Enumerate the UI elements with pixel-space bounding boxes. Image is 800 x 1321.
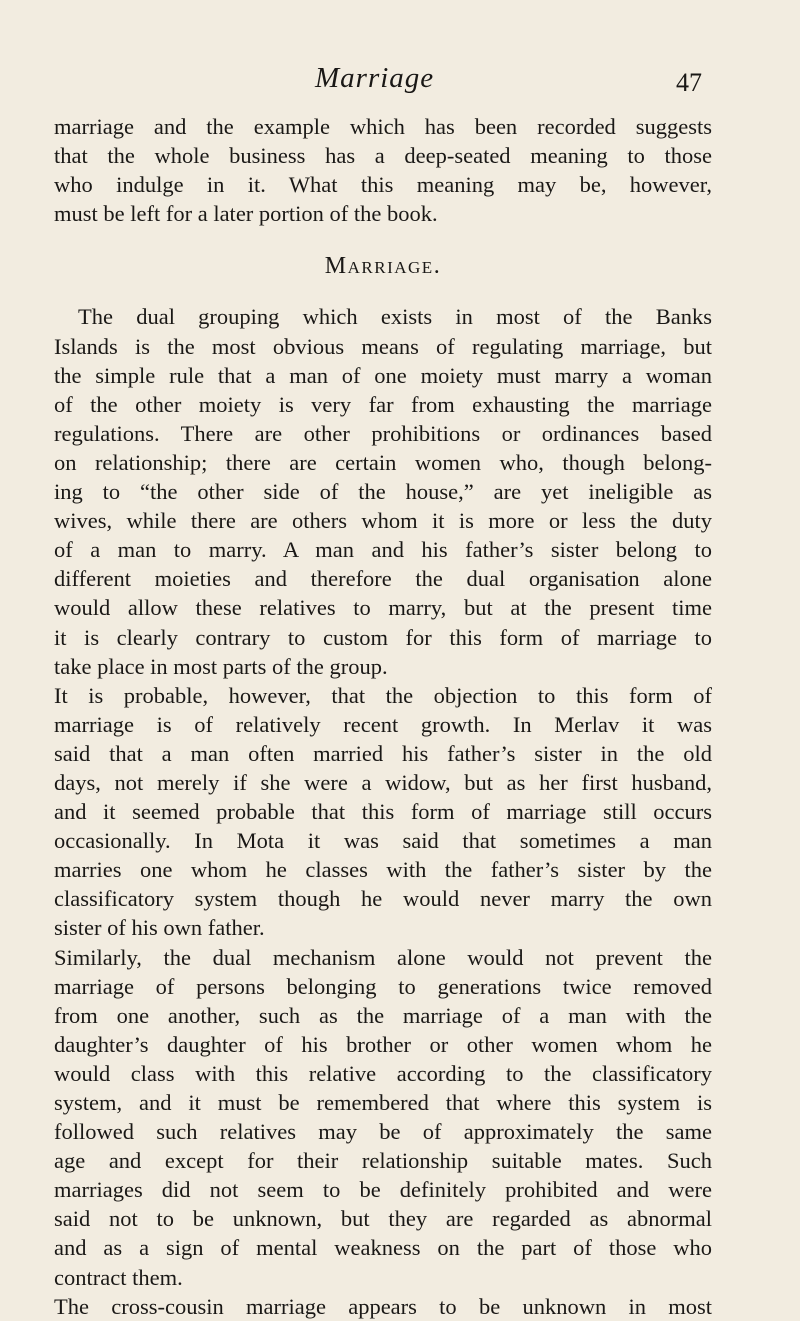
text-line: from one another, such as the marriage of a man with the	[54, 1002, 712, 1028]
text-line: that the whole business has a deep-seated meaning to those	[54, 143, 712, 169]
text-line: of a man to marry. A man and his father’s sister belong to	[54, 537, 712, 563]
text-line: who indulge in it. What this meaning may be, however,	[54, 172, 712, 198]
text-line: and it seemed probable that this form of marriage still occurs	[54, 799, 712, 825]
text-line: the simple rule that a man of one moiety must marry a woman	[54, 362, 712, 388]
text-line: days, not merely if she were a widow, but as her first husband,	[54, 769, 712, 795]
text-line: it is clearly contrary to custom for this form of marriage to	[54, 624, 712, 650]
text-line: occasionally. In Mota it was said that sometimes a man	[54, 828, 712, 854]
text-line: ing to “the other side of the house,” are yet ineligible as	[54, 479, 712, 505]
text-line: Similarly, the dual mechanism alone would not prevent the	[54, 944, 712, 970]
text-line: and as a sign of mental weakness on the part of those who	[54, 1235, 712, 1261]
text-line: It is probable, however, that the objection to this form of	[54, 682, 712, 708]
text-line: said that a man often married his father’s sister in the old	[54, 740, 712, 766]
paragraph-2	[54, 302, 712, 680]
text-line: marriage and the example which has been recorded suggests	[54, 114, 712, 139]
page-number: 47	[676, 68, 702, 97]
text-line: wives, while there are others whom it is more or less the duty	[54, 508, 712, 534]
text-line: different moieties and therefore the dual organisation alone	[54, 566, 712, 592]
text-line: on relationship; there are certain women who, though belong-	[54, 449, 712, 475]
text-line: daughter’s daughter of his brother or other women whom he	[54, 1031, 712, 1057]
text-line: would class with this relative according to the classificatory	[54, 1060, 712, 1086]
paragraph-4	[54, 943, 712, 1292]
text-line: age and except for their relationship suitable mates. Such	[54, 1148, 712, 1174]
text-line: said not to be unknown, but they are regarded as abnormal	[54, 1206, 712, 1232]
text-line: followed such relatives may be of approximately the same	[54, 1119, 712, 1145]
running-head	[0, 62, 800, 102]
text-line: marriage of persons belonging to generations twice removed	[54, 973, 712, 999]
text-line: marries one whom he classes with the father’s sister by the	[54, 857, 712, 883]
paragraph-3	[54, 681, 712, 943]
text-line: The dual grouping which exists in most of the Banks	[78, 304, 712, 330]
text-line: regulations. There are other prohibitions or ordinances based	[54, 420, 712, 446]
text-line: system, and it must be remembered that where this system is	[54, 1090, 712, 1115]
body-text	[54, 112, 712, 1321]
section-heading: Marriage.	[324, 253, 442, 280]
paragraph-5	[54, 1292, 712, 1321]
text-line: take place in most parts of the group.	[54, 653, 388, 679]
text-line: Islands is the most obvious means of regulating marriage, but	[54, 333, 712, 359]
text-line: marriages did not seem to be definitely prohibited and were	[54, 1177, 712, 1203]
text-line: sister of his own father.	[54, 915, 265, 941]
paragraph-1	[54, 112, 712, 228]
text-line: of the other moiety is very far from exhausting the marriage	[54, 391, 712, 417]
text-line: marriage is of relatively recent growth. In Merlav it was	[54, 711, 712, 737]
text-line: contract them.	[54, 1264, 183, 1290]
text-line: classificatory system though he would never marry the own	[54, 886, 712, 912]
text-line: must be left for a later portion of the book.	[54, 201, 438, 227]
running-title: Marriage	[315, 62, 435, 94]
text-line: would allow these relatives to marry, but at the present time	[54, 595, 712, 621]
text-line: The cross-cousin marriage appears to be unknown in most	[54, 1293, 712, 1319]
